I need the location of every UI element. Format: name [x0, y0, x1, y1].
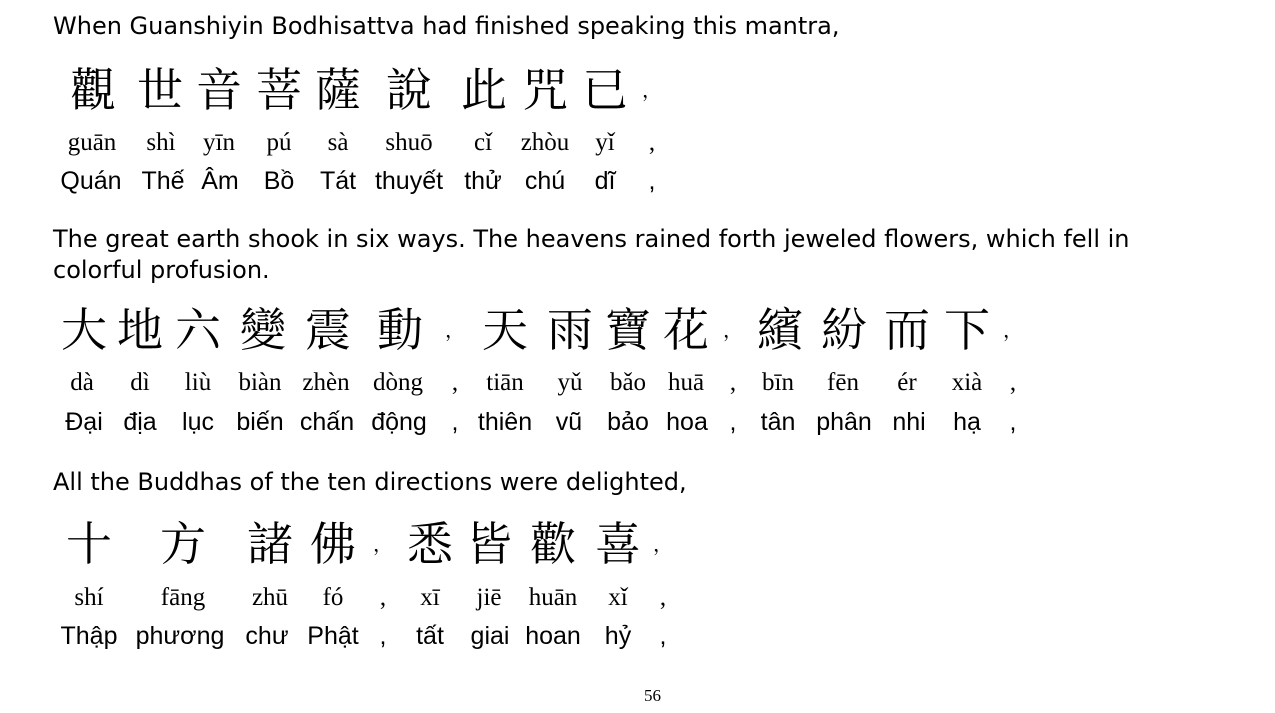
vietnamese-word: hoan [525, 622, 581, 650]
hanzi-char: 動 [377, 303, 423, 357]
pinyin-syllable: huā [667, 369, 705, 396]
hanzi-char: 咒 [522, 63, 568, 117]
hanzi-comma: ， [373, 532, 393, 556]
vietnamese-comma: , [379, 622, 387, 650]
pinyin-syllable: fó [322, 584, 344, 611]
hanzi-char: 方 [160, 517, 206, 571]
vietnamese-word: Phật [307, 622, 359, 650]
pinyin-syllable: dà [70, 369, 94, 396]
hanzi-char: 寶 [605, 303, 651, 357]
pinyin-syllable: fēn [827, 369, 859, 396]
vietnamese-word: hạ [953, 408, 981, 436]
pinyin-syllable: huān [528, 584, 578, 611]
pinyin-syllable: yīn [203, 129, 235, 156]
pinyin-syllable: cǐ [473, 129, 493, 156]
vietnamese-word: thử [464, 167, 502, 195]
pinyin-syllable: bīn [762, 369, 794, 396]
pinyin-syllable: dì [130, 369, 150, 396]
hanzi-char: 喜 [595, 517, 641, 571]
vietnamese-word: phân [816, 408, 872, 436]
hanzi-char: 雨 [547, 303, 593, 357]
pinyin-syllable: yǐ [595, 129, 615, 156]
pinyin-syllable: guān [67, 129, 117, 156]
vietnamese-word: bảo [607, 408, 649, 436]
hanzi-comma: ， [642, 78, 662, 102]
vietnamese-word: Đại [65, 408, 103, 436]
hanzi-char: 音 [196, 63, 242, 117]
vietnamese-word: Âm [201, 167, 239, 195]
hanzi-char: 繽 [757, 303, 803, 357]
pinyin-syllable: yǔ [557, 369, 583, 396]
pinyin-syllable: xī [420, 584, 440, 611]
page-number: 56 [644, 686, 661, 705]
hanzi-char: 而 [884, 303, 930, 357]
pinyin-syllable: pú [266, 129, 292, 156]
pinyin-syllable: xǐ [608, 584, 628, 611]
pinyin-syllable: dòng [373, 369, 423, 396]
hanzi-char: 薩 [315, 63, 361, 117]
pinyin-syllable: bǎo [609, 369, 647, 396]
vietnamese-word: Tát [319, 167, 357, 195]
vietnamese-word: Thập [60, 622, 118, 650]
vietnamese-word: động [371, 408, 427, 436]
vietnamese-comma: , [1009, 408, 1017, 436]
pinyin-syllable: tiān [486, 369, 524, 396]
pinyin-syllable: ér [897, 369, 917, 396]
pinyin-syllable: zhū [251, 584, 289, 611]
hanzi-comma: ， [653, 532, 673, 556]
pinyin-syllable: sà [327, 129, 349, 156]
hanzi-char: 皆 [466, 517, 512, 571]
vietnamese-word: giai [470, 622, 510, 650]
hanzi-char: 十 [66, 517, 112, 571]
hanzi-char: 花 [663, 303, 709, 357]
vietnamese-comma: , [648, 167, 656, 195]
vietnamese-word: tất [416, 622, 444, 650]
vietnamese-word: lục [182, 408, 214, 436]
hanzi-char: 諸 [247, 517, 293, 571]
pinyin-syllable: xià [951, 369, 983, 396]
vietnamese-word: chấn [299, 408, 355, 436]
hanzi-char: 此 [461, 63, 507, 117]
vietnamese-comma: , [729, 408, 737, 436]
pinyin-syllable: zhèn [302, 369, 350, 396]
pinyin-syllable: liù [184, 369, 212, 396]
pinyin-syllable: shí [74, 584, 104, 611]
hanzi-char: 菩 [256, 63, 302, 117]
english-line-3: All the Buddhas of the ten directions were delighted, [53, 468, 687, 496]
pinyin-comma: , [451, 369, 459, 396]
pinyin-syllable: fāng [160, 584, 206, 611]
hanzi-char: 變 [240, 303, 286, 357]
hanzi-comma: ， [723, 318, 743, 342]
hanzi-comma: ， [1003, 318, 1023, 342]
hanzi-char: 六 [175, 303, 221, 357]
hanzi-char: 世 [137, 63, 183, 117]
vietnamese-word: vũ [555, 408, 583, 436]
vietnamese-word: hỷ [604, 622, 632, 650]
pinyin-comma: , [648, 129, 656, 156]
pinyin-syllable: zhòu [520, 129, 570, 156]
hanzi-char: 天 [482, 303, 528, 357]
hanzi-char: 說 [386, 63, 432, 117]
vietnamese-word: biến [236, 408, 284, 436]
vietnamese-comma: , [659, 622, 667, 650]
hanzi-char: 已 [582, 63, 628, 117]
vietnamese-word: dĩ [594, 167, 616, 195]
vietnamese-word: địa [123, 408, 157, 436]
vietnamese-word: hoa [666, 408, 708, 436]
pinyin-comma: , [729, 369, 737, 396]
hanzi-char: 佛 [310, 517, 356, 571]
vietnamese-word: Bồ [263, 167, 295, 195]
vietnamese-comma: , [451, 408, 459, 436]
pinyin-comma: , [659, 584, 667, 611]
hanzi-char: 震 [305, 303, 351, 357]
vietnamese-word: chư [245, 622, 289, 650]
pinyin-syllable: shuō [385, 129, 433, 156]
pinyin-syllable: shì [146, 129, 176, 156]
pinyin-comma: , [379, 584, 387, 611]
hanzi-char: 悉 [407, 517, 453, 571]
pinyin-syllable: jiē [476, 584, 502, 611]
vietnamese-word: nhi [892, 408, 926, 436]
english-line-1: When Guanshiyin Bodhisattva had finished speaking this mantra, [53, 12, 840, 40]
hanzi-char: 觀 [70, 63, 116, 117]
english-line-2: The great earth shook in six ways. The heavens rained forth jeweled flowers, which fell in colorful profusion. [53, 225, 1130, 284]
vietnamese-word: Quán [60, 167, 122, 195]
hanzi-char: 歡 [530, 517, 576, 571]
hanzi-char: 地 [117, 303, 163, 357]
vietnamese-word: tân [760, 408, 796, 436]
pinyin-comma: , [1009, 369, 1017, 396]
vietnamese-word: phương [135, 622, 225, 650]
pinyin-syllable: biàn [238, 369, 282, 396]
vietnamese-word: thuyết [374, 167, 444, 195]
hanzi-char: 紛 [821, 303, 867, 357]
hanzi-comma: ， [445, 318, 465, 342]
vietnamese-word: chú [524, 167, 566, 195]
vietnamese-word: thiên [477, 408, 533, 436]
hanzi-char: 下 [944, 303, 990, 357]
hanzi-char: 大 [61, 303, 107, 357]
vietnamese-word: Thế [141, 167, 185, 195]
